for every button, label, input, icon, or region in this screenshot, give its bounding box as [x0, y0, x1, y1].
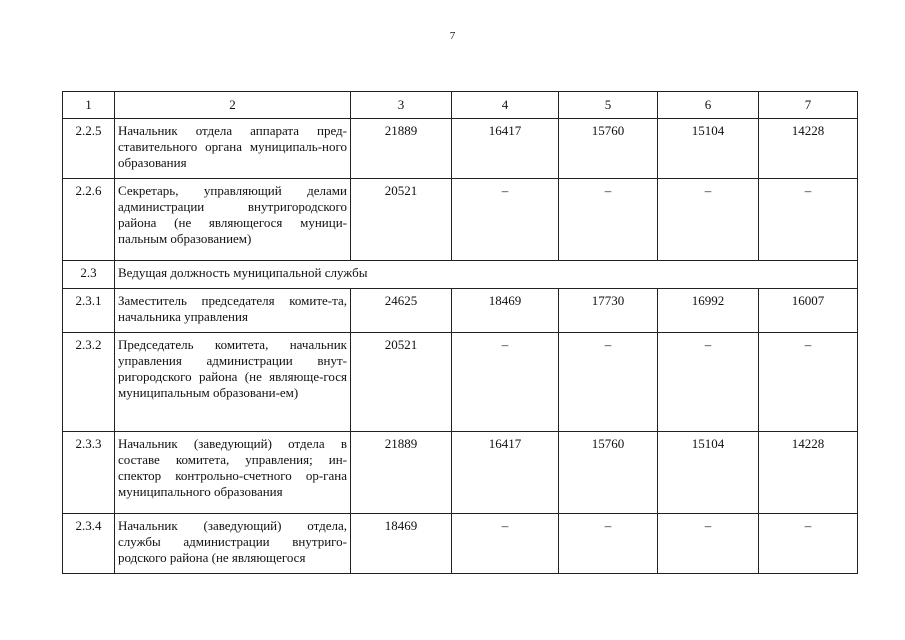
salary-value: 20521 [351, 179, 452, 261]
header-cell: 2 [115, 92, 351, 119]
salary-value: – [759, 179, 858, 261]
row-number: 2.3.3 [63, 432, 115, 514]
table-header-row [63, 92, 858, 119]
salary-value: 16992 [658, 289, 759, 333]
header-cell: 3 [351, 92, 452, 119]
row-number: 2.2.5 [63, 119, 115, 179]
salary-value: 16417 [452, 119, 559, 179]
table-row [63, 432, 858, 514]
position-name: Секретарь, управляющий делами администрации внутригородского района (не являющегося муници-пальным образованием) [115, 179, 351, 261]
salary-value: 21889 [351, 119, 452, 179]
salary-value: – [452, 179, 559, 261]
table-row [63, 514, 858, 574]
salary-table [62, 91, 858, 574]
page-number: 7 [449, 30, 456, 42]
position-name: Начальник (заведующий) отдела в составе комитета, управления; ин-спектор контрольно-счетного ор-гана муниципального образования [115, 432, 351, 514]
header-cell: 6 [658, 92, 759, 119]
position-name: Председатель комитета, начальник управления администрации внут-ригородского района (не являюще-гося муниципальным образовани-ем) [115, 333, 351, 432]
salary-value: 21889 [351, 432, 452, 514]
salary-value: 16417 [452, 432, 559, 514]
salary-value: 15760 [559, 119, 658, 179]
salary-value: 18469 [351, 514, 452, 574]
row-number: 2.2.6 [63, 179, 115, 261]
header-cell: 5 [559, 92, 658, 119]
salary-value: – [559, 514, 658, 574]
salary-value: – [559, 333, 658, 432]
salary-value: 15760 [559, 432, 658, 514]
salary-value: 17730 [559, 289, 658, 333]
table-row [63, 333, 858, 432]
salary-value: – [658, 179, 759, 261]
header-cell: 7 [759, 92, 858, 119]
section-title: Ведущая должность муниципальной службы [115, 261, 858, 289]
row-number: 2.3 [63, 261, 115, 289]
position-name: Заместитель председателя комите-та, начальника управления [115, 289, 351, 333]
salary-value: – [759, 514, 858, 574]
salary-value: 18469 [452, 289, 559, 333]
salary-value: 20521 [351, 333, 452, 432]
row-number: 2.3.4 [63, 514, 115, 574]
salary-value: 15104 [658, 119, 759, 179]
salary-value: – [658, 514, 759, 574]
row-number: 2.3.1 [63, 289, 115, 333]
header-cell: 4 [452, 92, 559, 119]
position-name: Начальник отдела аппарата пред-ставительного органа муниципаль-ного образования [115, 119, 351, 179]
salary-value: 24625 [351, 289, 452, 333]
table-row [63, 119, 858, 179]
salary-value: – [658, 333, 759, 432]
salary-value: – [559, 179, 658, 261]
salary-value: 16007 [759, 289, 858, 333]
salary-value: 14228 [759, 432, 858, 514]
salary-value: 15104 [658, 432, 759, 514]
salary-value: 14228 [759, 119, 858, 179]
position-name: Начальник (заведующий) отдела, службы администрации внутриго-родского района (не являющегося [115, 514, 351, 574]
section-row [63, 261, 858, 289]
header-cell: 1 [63, 92, 115, 119]
salary-value: – [452, 514, 559, 574]
salary-value: – [452, 333, 559, 432]
table-row [63, 179, 858, 261]
row-number: 2.3.2 [63, 333, 115, 432]
table-row [63, 289, 858, 333]
salary-value: – [759, 333, 858, 432]
